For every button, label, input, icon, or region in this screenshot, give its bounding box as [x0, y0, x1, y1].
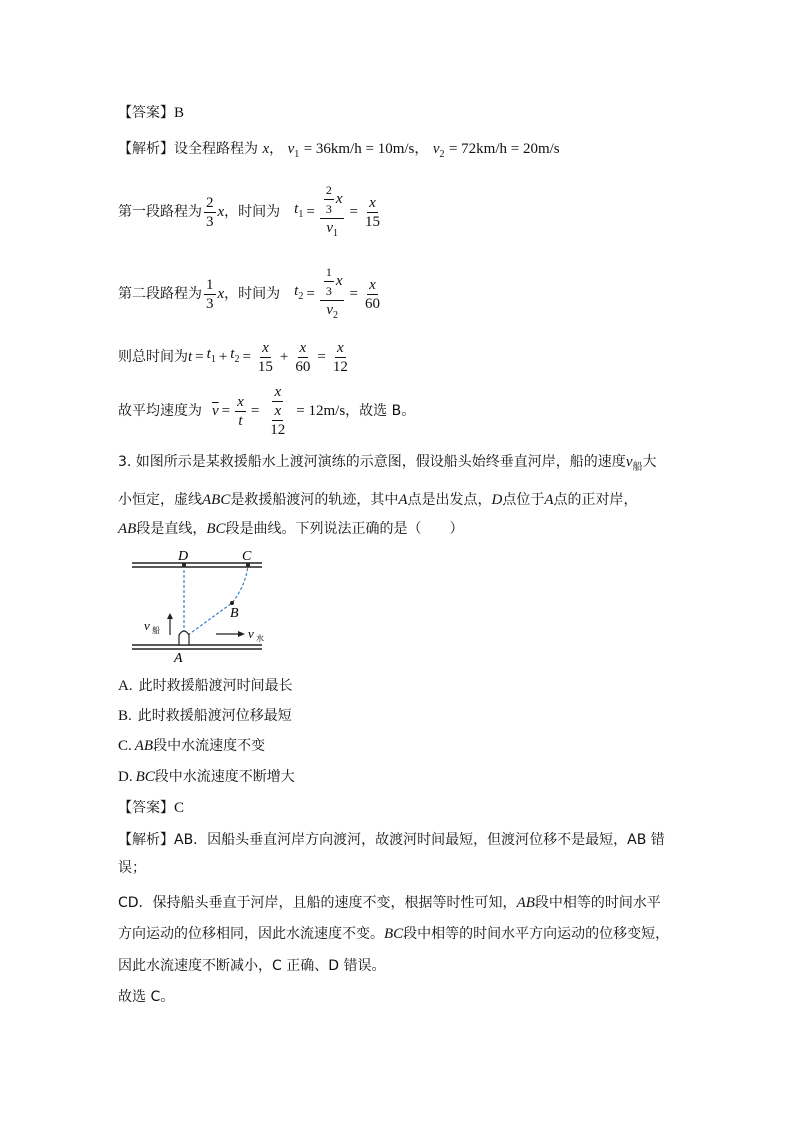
fraction-x-60: $\frac{x}{60}$ — [364, 276, 380, 312]
answer-label: 【答案】 — [118, 105, 174, 121]
fraction-t1-left: $\frac{2}{3}$ x $v_1$ — [320, 181, 345, 243]
avg-result: = 12m/s — [296, 403, 346, 419]
v1-expression: = 36km/h = 10m/s — [303, 141, 415, 157]
question3-line2: 小恒定，虚线ABC是救援船渡河的轨迹，其中A点是出发点，D点位于A点的正对岸， — [118, 492, 638, 508]
segment1-line: 第一段路程为 $\frac{2}{3}$ x ，时间为 $t_1$ = $\frac{2}{3}$ x $v_1$ = $\frac{x}{15}$ — [118, 184, 384, 240]
avg-text: 故平均速度为 — [118, 403, 202, 419]
label-c: C — [242, 549, 252, 564]
label-v-boat-sub: 船 — [152, 626, 160, 635]
label-v-boat: v — [144, 618, 150, 633]
segment2-line: 第二段路程为 $\frac{1}{3}$ x ，时间为 $t_2$ = $\frac{1}{3}$ x $v_2$ = $\frac{x}{60}$ — [118, 266, 384, 322]
label-v-water: v — [248, 626, 254, 641]
analysis3-line1: 【解析】AB．因船头垂直河岸方向渡河，故渡河时间最短，但渡河位移不是最短，AB 错 — [118, 832, 665, 848]
v1-symbol: $v_1$ — [287, 141, 300, 160]
label-a: A — [174, 651, 183, 665]
total-time-line: 则总时间为 t = $t_1$ + $t_2$ = $\frac{x}{15}$ + $\frac{x}{60}$ = $\frac{x}{12}$ — [118, 339, 348, 375]
analysis-intro-text: 设全程路程为 — [174, 141, 258, 157]
question3-line1: 3. 如图所示是某救援船水上渡河演练的示意图，假设船头始终垂直河岸，船的速度$v_船$大 — [118, 454, 657, 473]
question3-line3: AB段是直线，BC段是曲线。下列说法正确的是（ ） — [118, 521, 464, 537]
answer-value: B — [174, 105, 185, 121]
total-text: 则总时间为 — [118, 349, 188, 365]
question3-text1-end: 大 — [642, 454, 657, 470]
analysis-intro-line: 【解析】设全程路程为 x， $v_1 = 36km/h = 10m/s$， $v_2 = 72km/h = 20m/s$ — [118, 141, 560, 160]
segment1-text: 第一段路程为 — [118, 204, 202, 220]
t2-symbol: $t_2$ — [294, 283, 304, 302]
point-b — [230, 601, 234, 605]
var-x: x — [217, 204, 225, 220]
v2-expression: = 72km/h = 20m/s — [448, 141, 560, 157]
question3-text1: 3. 如图所示是某救援船水上渡河演练的示意图，假设船头始终垂直河岸，船的速度 — [118, 454, 626, 470]
analysis-label: 【解析】 — [118, 141, 174, 157]
option-a: A. 此时救援船渡河时间最长 — [118, 678, 293, 694]
analysis3-line5: 因此水流速度不断减小，C 正确、D 错误。 — [118, 958, 386, 974]
river-crossing-diagram — [128, 545, 268, 665]
answer-line-3: 【答案】C — [118, 800, 185, 816]
time-text: ，时间为 — [224, 204, 281, 220]
option-c: C. AB段中水流速度不变 — [118, 738, 266, 754]
analysis3-line2: 误； — [118, 860, 146, 876]
abc-trajectory — [188, 565, 248, 635]
boat-icon — [179, 631, 189, 645]
fraction-x-15: $\frac{x}{15}$ — [364, 194, 380, 230]
var-x: x — [262, 141, 270, 157]
segment2-text: 第二段路程为 — [118, 286, 202, 302]
label-b: B — [230, 606, 239, 621]
analysis3-line3: CD．保持船头垂直于河岸，且船的速度不变，根据等时性可知，AB段中相等的时间水平 — [118, 895, 661, 911]
average-speed-line: 故平均速度为 $\overline{v}$ = $\frac{x}{t}$ = $\frac{x}{\frac{x}{12}}$ = 12m/s ，故选 B。 — [118, 384, 416, 438]
fraction-t2-left: $\frac{1}{3}$ x $v_2$ — [320, 263, 345, 325]
analysis3-line4: 方向运动的位移相同，因此水流速度不变。BC段中相等的时间水平方向运动的位移变短， — [118, 926, 670, 942]
v2-symbol: $v_2$ — [432, 141, 445, 160]
t1-symbol: $t_1$ — [294, 201, 304, 220]
var-x: x — [217, 286, 225, 302]
fraction-2-3: $\frac{2}{3}$ — [206, 194, 214, 230]
time-text: ，时间为 — [224, 286, 281, 302]
option-d: D. BC段中水流速度不断增大 — [118, 769, 295, 785]
fraction-1-3: $\frac{1}{3}$ — [206, 276, 214, 312]
analysis3-line6: 故选 C。 — [118, 989, 175, 1005]
label-d: D — [178, 549, 189, 564]
label-v-water-sub: 水 — [256, 634, 264, 643]
option-b: B. 此时救援船渡河位移最短 — [118, 708, 292, 724]
answer-line-1 — [118, 103, 184, 123]
choose-b-text: ，故选 B。 — [345, 403, 416, 419]
